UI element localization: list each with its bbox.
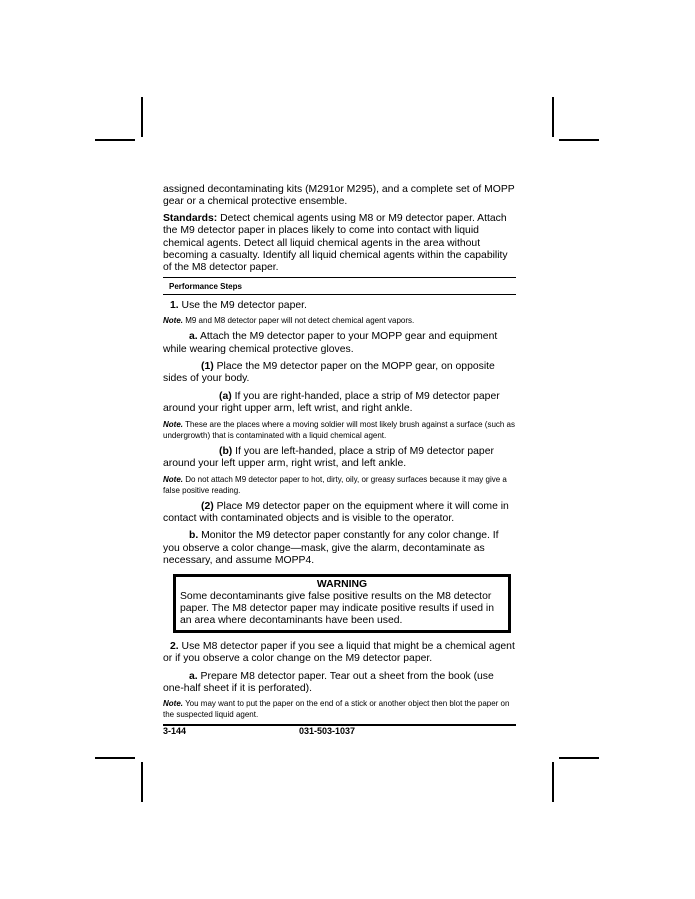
step-1a1	[163, 361, 516, 386]
step-1a-text: Attach the M9 detector paper to your MOPP gear and equipment while wearing chemical protective gloves.	[163, 331, 498, 355]
step-1a1a-text: If you are right-handed, place a strip of M9 detector paper around your right upper arm, left wrist, and right ankle.	[163, 390, 500, 415]
step-1a2	[163, 501, 516, 526]
page-number: 3-144	[163, 726, 187, 736]
crop-mark-bottom-left-vertical	[141, 762, 143, 802]
crop-mark-top-right-horizontal	[559, 139, 599, 141]
step-2	[163, 641, 516, 666]
step-1	[163, 300, 516, 312]
note-3-label: Note.	[163, 474, 183, 484]
step-1a-number: a.	[189, 331, 198, 343]
page-content	[163, 184, 516, 726]
note-4-text: You may want to put the paper on the end of a stick or another object then blot the paper on the suspected liquid agent.	[163, 699, 510, 720]
note-1-label: Note.	[163, 316, 183, 326]
step-1-text: Use the M9 detector paper.	[178, 299, 307, 311]
document-number: 031-503-1037	[299, 726, 356, 736]
warning-box	[173, 574, 511, 633]
note-4-label: Note.	[163, 699, 183, 709]
step-1a1a	[163, 391, 516, 416]
warning-title: WARNING	[316, 578, 368, 590]
step-2a-text: Prepare M8 detector paper. Tear out a sheet from the book (use one-half sheet if it is perforated).	[163, 670, 494, 694]
note-1-text: M9 and M8 detector paper will not detect chemical agent vapors.	[183, 316, 415, 326]
step-1a2-text: Place M9 detector paper on the equipment where it will come in contact with contaminated objects and is visible to the operator.	[163, 500, 509, 524]
divider-heading	[163, 294, 516, 295]
step-1a1b-text: If you are left-handed, place a strip of M9 detector paper around your left upper arm, right wrist, and left ankle.	[163, 445, 494, 470]
performance-steps-heading: Performance Steps	[169, 281, 242, 291]
step-2-number: 2.	[170, 640, 179, 652]
step-1a	[163, 331, 516, 356]
note-3-text: Do not attach M9 detector paper to hot, dirty, oily, or greasy surfaces because it may give a false positive reading.	[163, 474, 507, 495]
standards-text: Detect chemical agents using M8 or M9 detector paper. Attach the M9 detector paper in places likely to come into contact with liquid chemical agents. Detect all liquid chemical agents in the area without becoming a casualty. Identify all liquid chemical agents within the capability of the M8 detector paper.	[163, 212, 508, 274]
crop-mark-top-right-vertical	[552, 97, 554, 137]
standards-paragraph	[163, 213, 516, 275]
step-1b-number: b.	[189, 530, 199, 542]
note-1	[163, 315, 516, 326]
crop-mark-top-left-vertical	[141, 97, 143, 137]
step-2-text: Use M8 detector paper if you see a liquid that might be a chemical agent or if you observe a color change on the M9 detector paper.	[163, 640, 515, 665]
crop-mark-bottom-right-vertical	[552, 762, 554, 802]
crop-mark-top-left-horizontal	[95, 139, 135, 141]
step-1a2-number: (2)	[201, 500, 214, 512]
intro-continuation: assigned decontaminating kits (M291or M295), and a complete set of MOPP gear or a chemical protective ensemble.	[163, 184, 515, 208]
step-1a1-number: (1)	[201, 361, 214, 373]
step-2a	[163, 671, 516, 696]
crop-mark-bottom-right-horizontal	[559, 757, 599, 759]
note-4	[163, 698, 516, 720]
step-1a1-text: Place the M9 detector paper on the MOPP gear, on opposite sides of your body.	[163, 361, 495, 385]
step-1b-text: Monitor the M9 detector paper constantly for any color change. If you observe a color change—mask, give the alarm, decontaminate as necessary, and assume MOPP4.	[163, 530, 499, 567]
step-1a1b-number: (b)	[219, 445, 233, 457]
step-1a1a-number: (a)	[219, 390, 232, 402]
note-2-text: These are the places where a moving soldier will most likely brush against a surface (such as undergrowth) that is contaminated with a liquid chemical agent.	[163, 419, 516, 440]
note-2-label: Note.	[163, 419, 183, 429]
crop-mark-bottom-left-horizontal	[95, 757, 135, 759]
warning-text: Some decontaminants give false positive results on the M8 detector paper. The M8 detector paper may indicate positive results if used in an area where decontaminants have been used.	[180, 590, 495, 627]
note-3	[163, 474, 516, 496]
note-2	[163, 419, 516, 441]
step-1b	[163, 530, 516, 567]
step-1a1b	[163, 446, 516, 471]
step-2a-number: a.	[189, 670, 198, 682]
step-1-number: 1.	[170, 299, 179, 311]
standards-label: Standards:	[163, 212, 218, 224]
